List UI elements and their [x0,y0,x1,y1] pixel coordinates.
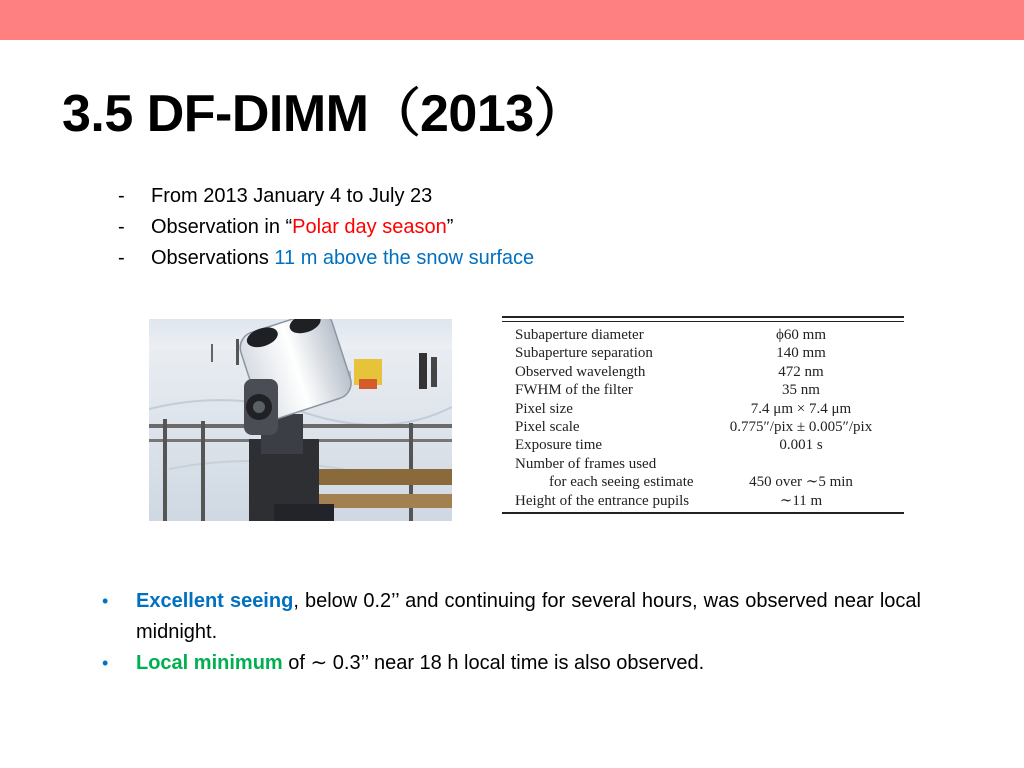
spec-value: 140 mm [776,345,826,362]
excellent-seeing-highlight: Excellent seeing [136,590,294,612]
height-highlight: 11 m above the snow surface [274,247,535,269]
spec-label: FWHM of the filter [515,382,633,399]
spec-label: Pixel scale [515,418,580,435]
date-range-text: From 2013 January 4 to July 23 [151,185,433,207]
bullet-text: of ∼ 0.3’’ near 18 h local time is also observed. [282,652,705,674]
table-row [515,381,904,399]
spec-value: ∼11 m [779,492,823,509]
dash-marker: - [118,216,125,238]
list-item [100,586,921,648]
list-item [118,212,534,243]
spec-value: 35 nm [782,382,820,399]
table-row [515,400,904,418]
spec-label: Subaperture diameter [515,327,644,343]
spec-value: 0.001 s [779,437,823,454]
table-row [515,363,904,381]
instrument-spec-table [502,316,904,514]
table-row [515,344,904,362]
spec-label: Observed wavelength [515,363,646,380]
height-prefix: Observations [151,247,275,269]
slide-title: 3.5 DF-DIMM（2013） [62,85,586,143]
season-suffix: ” [446,216,454,238]
dash-marker: - [118,185,125,207]
spec-value: ϕ60 mm [776,327,826,343]
spec-label: Height of the entrance pupils [515,492,690,509]
bullet-marker: • [102,653,109,673]
list-item [118,181,534,212]
bullet-marker: • [102,591,109,611]
list-item [100,648,921,679]
table-row [515,492,904,510]
table-bottom-rule [502,512,904,514]
spec-rows [515,326,904,510]
top-accent-bar [0,0,1024,40]
spec-label: Exposure time [515,437,603,454]
table-row [515,326,904,344]
spec-value: 450 over ∼5 min [749,474,853,491]
season-prefix: Observation in “ [151,216,293,238]
findings-list [100,586,921,679]
table-row [515,436,904,454]
bullet-text: , below 0.2’’ and continuing for several hours, was observed near local midnight. [136,590,921,643]
local-minimum-highlight: Local minimum [136,652,283,674]
spec-label: Number of frames used [515,455,657,472]
table-row [515,418,904,436]
spec-value: 0.775″/pix ± 0.005″/pix [729,418,873,435]
table-row [515,473,904,491]
spec-label: for each seeing estimate [549,474,694,491]
table-top-rule-thin [502,321,904,322]
dash-marker: - [118,247,125,269]
spec-value: 472 nm [778,363,824,380]
spec-label: Subaperture separation [515,345,653,362]
observation-details-list [118,181,534,274]
spec-label: Pixel size [515,400,573,417]
list-item [118,243,534,274]
table-row [515,455,904,473]
telescope-photo [149,319,452,521]
table-top-rule [502,316,904,318]
spec-value: 7.4 μm × 7.4 μm [750,400,852,417]
season-highlight: Polar day season [292,216,447,238]
